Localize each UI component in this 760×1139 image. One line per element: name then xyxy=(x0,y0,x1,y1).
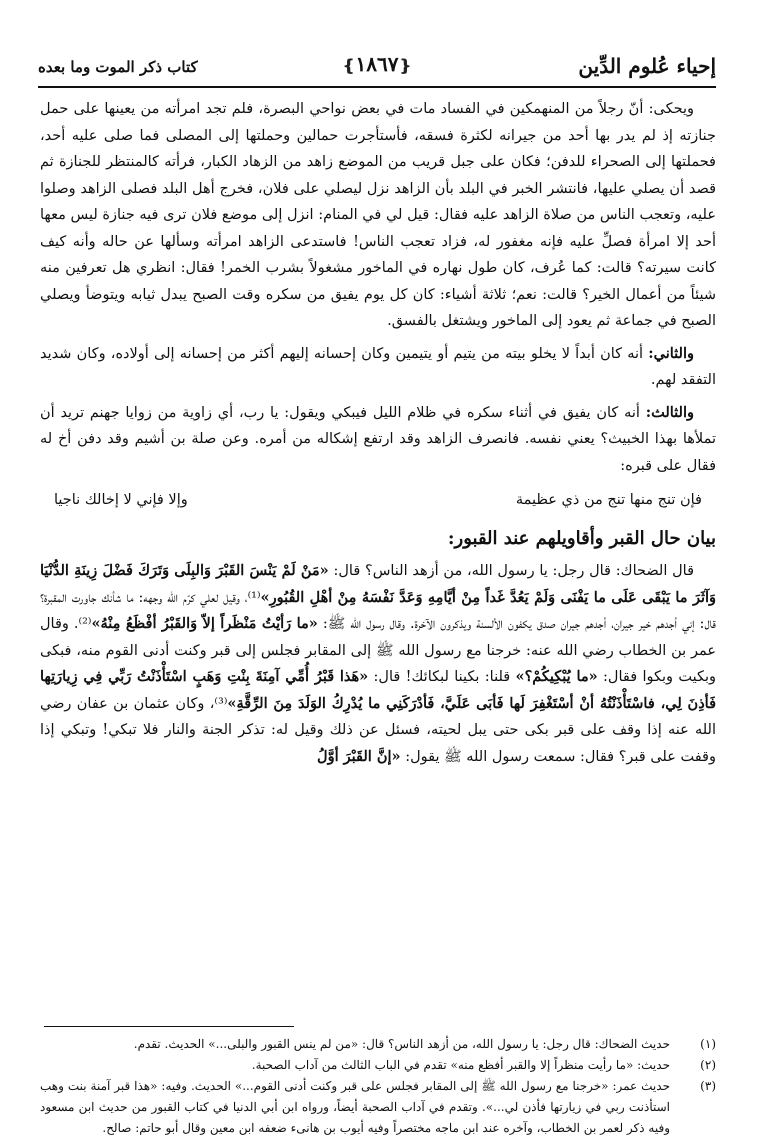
footnote-item xyxy=(40,1055,716,1076)
footnote-text: حديث: «ما رأيت منظراً إلا والقبر أفظع منه» تقدم في الباب الثالث من آداب الصحبة. xyxy=(251,1058,670,1072)
footnotes xyxy=(40,1034,716,1139)
footnote-divider xyxy=(44,1026,294,1027)
main-text xyxy=(40,96,716,776)
footnote-item xyxy=(40,1034,716,1055)
ornament-left-icon: ❵ xyxy=(342,56,356,75)
section-heading: بيان حال القبر وأقاويلهم عند القبور: xyxy=(447,527,716,549)
poem-hemistich-left: وإلا فإني لا إخالك ناجيا xyxy=(54,492,188,508)
paragraph-third-lead: والثالث: xyxy=(645,403,694,421)
book-title: إحياء عُلوم الدِّين xyxy=(578,54,716,78)
section-text-1: قال الضحاك: قال رجل: يا رسول الله، من أزهد الناس؟ قال: xyxy=(328,563,694,579)
section-text-5: ⁽³⁾، وكان عثمان بن عفان رضي الله عنه إذا وقف على قبر بكى حتى يبل لحيته، فسئل عن ذلك وقيل له: تذكر الجنة والنار فلا تبكي! وتبكي إذا وقفت على قبر؟ فقال: سمعت رسول الله ﷺ يقول: xyxy=(40,695,716,765)
footnote-text: حديث الضحاك: قال رجل: يا رسول الله، من أزهد الناس؟ قال: «من لم ينس القبور والبلى...» الحديث. تقدم. xyxy=(133,1037,670,1051)
paragraph-second-text: أنه كان أبداً لا يخلو بيته من يتيم أو يتيمين وكان إحسانه إليهم أكثر من إحسانه إلى أولاده، وكان شديد التفقد لهم. xyxy=(40,345,716,388)
hadith-1: «مَنْ لَمْ يَنْسَ القَبْرَ وَالبِلَى وَتَرَكَ فَضْلَ زِينَةِ الدُّنْيَا وَآثَرَ ما يَبْقَى عَلَى ما يَفْنَى وَلَمْ يَعُدَّ غَداً مِنْ أيَّامِهِ وَعَدَّ نَفْسَهُ مِنْ أهْلِ القُبُورِ» xyxy=(40,562,717,606)
section-text-3: ⁽²⁾. وقال عمر بن الخطاب رضي الله عنه: خرجنا مع رسول الله ﷺ إلى المقابر فجلس إلى قبر وكنت أدنى القوم منه، فبكى وبكيت وبكوا فقال: xyxy=(40,616,716,685)
paragraph-third xyxy=(40,400,716,480)
hadith-5: «إنَّ القَبْرَ أوَّلُ xyxy=(317,747,401,765)
page-number xyxy=(342,52,412,76)
hadith-2: «ما رَأيْتُ مَنْظَراً إلاّ وَالقَبْرُ أفْظَعُ مِنْهُ» xyxy=(91,615,318,632)
hadith-3: «ما يُبْكِيكُمْ؟» xyxy=(515,668,598,685)
paragraph-third-text: أنه كان يفيق في أثناء سكره في ظلام الليل فيبكي ويقول: يا رب، أي زاوية من زوايا جهنم تريد أن تملأها بهذا الخبيث؟ يعني نفسه. فانصرف الزاهد وقد ارتفع إشكاله من أمره. وعن صلة بن أشيم وقد دفن أخ له فقال على قبره: xyxy=(40,404,716,474)
footnote-text: حديث عمر: «خرجنا مع رسول الله ﷺ إلى المقابر فجلس على قبر وكنت أدنى القوم...» الحديث. وفيه: «هذا قبر آمنة بنت وهب استأذنت ربي في زيارتها فأذن لي...». وتقدم في آداب الصحبة أيضاً، ورواه ابن أبي الدنيا في كتاب القبور من حديث ابن مسعود وفيه ذكر لعمر بن الخطاب، وآخره عند ابن ماجه مختصراً وفيه أيوب بن هانىء ضعفه ابن معين وقال أبو حاتم: صالح. xyxy=(40,1079,670,1135)
poem-verse xyxy=(40,487,716,514)
paragraph-second xyxy=(40,341,716,394)
header-divider xyxy=(38,86,716,88)
footnote-item xyxy=(40,1076,716,1139)
poem-hemistich-right: فإن تنج منها تنج من ذي عظيمة xyxy=(515,492,702,508)
chapter-title: كتاب ذكر الموت وما بعده xyxy=(38,58,198,76)
paragraph-section xyxy=(40,558,716,770)
section-text-2: ⁽¹⁾، وقيل لعلي كرّم الله وجهه: ما شأنك جاورت المقبرة؟ قال: إني أجدهم خير جيران، أجدهم جيران صدق يكفون الألسنة ويذكرون الآخرة. وقال رسول الله ﷺ: xyxy=(40,589,716,632)
footnote-number: (١) xyxy=(700,1037,716,1051)
paragraph-story: ويحكى: أنّ رجلاً من المنهمكين في الفساد مات في بعض نواحي البصرة، فلم تجد امرأته من يعينها على حمل جنازته إذ لم يدر بها أحد من جيرانه لكثرة فسقه، فأستأجرت حمالين وحملتها إلى المصلى فما صلى عليه أحد، فحملتها إلى الصحراء للدفن؛ فكان على جبل قريب من الموضع زاهد من الزهاد الكبار، فرأته كالمنتظر للجنازة ثم قصد أن يصلي عليها، فانتشر الخبر في البلد بأن الزاهد نزل ليصلي على فلان، فخرج أهل البلد فصلى الزاهد وصلوا عليه، وتعجب الناس من صلاة الزاهد عليه فقال: قيل لي في المنام: انزل إلى موضع فلان ترى فيه جنازة ليس معها أحد إلا امرأة فصلِّ عليه فإنه مغفور له، فزاد تعجب الناس! فاستدعى الزاهد امرأته وسألها عن حاله وأنه كيف كانت سيرته؟ قالت: كما عُرف، كان طول نهاره في الماخور مشغولاً بشرب الخمر! فقال: انظري هل تعرفين منه شيئاً من أعمال الخير؟ قالت: نعم؛ ثلاثة أشياء: كان كل يوم يفيق من سكره وقت الصبح يبدل ثيابه ويتوضأ ويصلي الصبح في جماعة ثم يعود إلى الماخور ويشتغل بالفسق. xyxy=(40,101,716,329)
page-number-value: ١٨٦٧ xyxy=(355,52,399,76)
footnote-number: (٢) xyxy=(700,1058,716,1072)
page-header xyxy=(38,48,716,88)
ornament-right-icon: ❴ xyxy=(398,56,412,75)
hadith-4: «هَذا قَبْرُ أُمِّي آمِنَةَ بِنْتِ وَهَبٍ اسْتَأْذَنْتُ رَبِّي فِي زِيارَتِها فَأذِنَ لِي، فاسْتَأْذَنْتُهُ أنْ أسْتَغْفِرَ لَها فَأبَى عَلَيَّ، فَأدْرَكَنِي ما يُدْرِكُ الوَلَدَ مِنَ الرِّقَّةِ» xyxy=(40,668,716,712)
footnote-number: (٣) xyxy=(700,1079,716,1093)
section-text-4: قلنا: بكينا لبكائك! قال: xyxy=(368,669,516,685)
paragraph-second-lead: والثاني: xyxy=(648,344,694,362)
